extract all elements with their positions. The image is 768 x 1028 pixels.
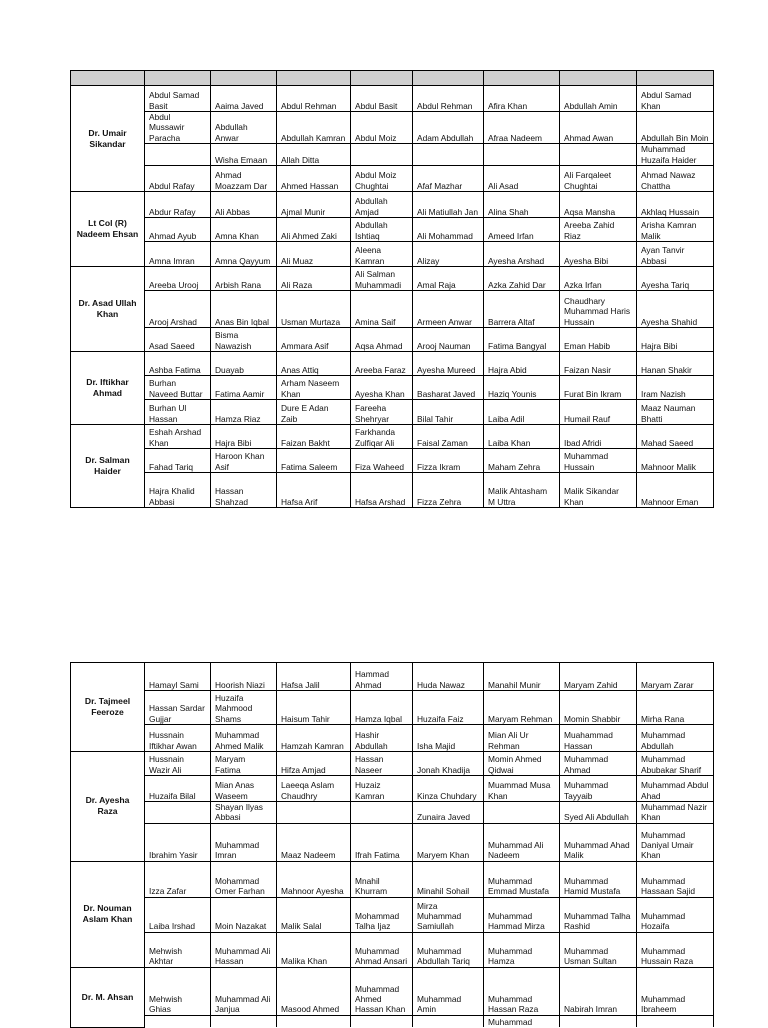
student-name-cell: Basharat Javed <box>413 376 484 400</box>
table-row <box>71 449 714 473</box>
student-name-cell: Ayesha Bibi <box>560 242 637 267</box>
student-name-cell: Ajmal Munir <box>277 192 351 218</box>
student-name-cell: Muhammad Hamza <box>484 932 560 967</box>
student-name-cell: Syed Ali Abdullah <box>560 802 637 824</box>
supervisor-cell: Dr. Asad Ullah Khan <box>71 267 145 352</box>
student-name-cell: Laiba Irshad <box>145 897 211 932</box>
supervisor-table-1 <box>70 70 714 508</box>
student-name-cell: Aqsa Mansha <box>560 192 637 218</box>
student-name-cell: Ali Raza <box>277 267 351 291</box>
student-name-cell: Hafsa Jalil <box>277 663 351 691</box>
student-name-cell: Abdul Moiz Chughtai <box>351 166 413 192</box>
student-name-cell: Ahmad Nawaz Chattha <box>637 166 714 192</box>
table-row <box>71 86 714 112</box>
student-name-cell: Hamza Riaz <box>211 400 277 425</box>
student-name-cell <box>145 802 211 824</box>
header-cell <box>211 71 277 86</box>
student-name-cell: Muhammad Hozaifa <box>637 897 714 932</box>
student-name-cell: Kinza Chuhdary <box>413 776 484 802</box>
student-name-cell: Ayesha Khan <box>351 376 413 400</box>
student-name-cell: Ali Abbas <box>211 192 277 218</box>
supervisor-cell: Dr. M. Ahsan <box>71 967 145 1027</box>
student-name-cell: Abdullah Amjad <box>351 192 413 218</box>
table-row <box>71 725 714 752</box>
student-name-cell: Huzaifa Bilal <box>145 776 211 802</box>
student-name-cell: Arooj Nauman <box>413 328 484 352</box>
student-name-cell: Muhammad <box>484 1015 560 1027</box>
student-name-cell: Haisum Tahir <box>277 691 351 725</box>
student-name-cell: Muhammad Hammad Mirza <box>484 897 560 932</box>
student-name-cell: Abdur Rafay <box>145 192 211 218</box>
student-name-cell: Ali Matiullah Jan <box>413 192 484 218</box>
student-name-cell: Ali Ahmed Zaki <box>277 218 351 242</box>
student-name-cell: Muhammad Ahad Malik <box>560 823 637 861</box>
student-name-cell: Hassan Sardar Gujjar <box>145 691 211 725</box>
table-row <box>71 932 714 967</box>
table-row <box>71 242 714 267</box>
student-name-cell: Muhammad Abdullah <box>637 725 714 752</box>
student-name-cell: Muhammad Daniyal Umair Khan <box>637 823 714 861</box>
student-name-cell: Ayan Tanvir Abbasi <box>637 242 714 267</box>
student-name-cell: Eshah Arshad Khan <box>145 425 211 449</box>
student-name-cell: Maryam Zarar <box>637 663 714 691</box>
student-name-cell: Amna Qayyum <box>211 242 277 267</box>
student-name-cell: Muhammad Amin <box>413 967 484 1015</box>
student-name-cell: Chaudhary Muhammad Haris Hussain <box>560 291 637 328</box>
student-name-cell: Areeba Zahid Riaz <box>560 218 637 242</box>
student-name-cell: Aqsa Ahmad <box>351 328 413 352</box>
student-name-cell: Muhammad Ahmad <box>560 752 637 776</box>
student-name-cell: Hussnain Iftikhar Awan <box>145 725 211 752</box>
student-name-cell <box>145 144 211 166</box>
student-name-cell: Mirha Rana <box>637 691 714 725</box>
student-name-cell: Adam Abdullah <box>413 112 484 144</box>
student-name-cell: Ahmad Awan <box>560 112 637 144</box>
student-name-cell: Fiza Waheed <box>351 449 413 473</box>
table-row <box>71 291 714 328</box>
student-name-cell: Hashir Abdullah <box>351 725 413 752</box>
student-name-cell: Burhan Naveed Buttar <box>145 376 211 400</box>
student-name-cell: Huda Nawaz <box>413 663 484 691</box>
student-name-cell: Maryem Khan <box>413 823 484 861</box>
student-name-cell: Mahnoor Ayesha <box>277 861 351 897</box>
student-name-cell: Maryam Zahid <box>560 663 637 691</box>
student-name-cell: Muhammad Ahmed Hassan Khan <box>351 967 413 1015</box>
student-name-cell: Anas Bin Iqbal <box>211 291 277 328</box>
student-name-cell: Wisha Emaan <box>211 144 277 166</box>
student-name-cell: Mnahil Khurram <box>351 861 413 897</box>
table-row <box>71 352 714 376</box>
student-name-cell: Minahil Sohail <box>413 861 484 897</box>
student-name-cell: Muhammad Abubakar Sharif <box>637 752 714 776</box>
student-name-cell: Ali Asad <box>484 166 560 192</box>
student-name-cell: Muhammad Hussain Raza <box>637 932 714 967</box>
header-cell <box>71 71 145 86</box>
student-name-cell: Akhlaq Hussain <box>637 192 714 218</box>
student-name-cell: Malik Sikandar Khan <box>560 473 637 508</box>
student-name-cell: Abdul Basit <box>351 86 413 112</box>
header-cell <box>637 71 714 86</box>
student-name-cell: Muhammad Emmad Mustafa <box>484 861 560 897</box>
student-name-cell: Muhammad Hamid Mustafa <box>560 861 637 897</box>
student-name-cell: Malik Ahtasham M Uttra <box>484 473 560 508</box>
student-name-cell: Muhammad Usman Sultan <box>560 932 637 967</box>
student-name-cell: Ifrah Fatima <box>351 823 413 861</box>
student-name-cell: Hamayl Sami <box>145 663 211 691</box>
header-cell <box>277 71 351 86</box>
student-name-cell: Amna Khan <box>211 218 277 242</box>
student-name-cell: Abdullah Bin Moin <box>637 112 714 144</box>
student-name-cell: Huzaifa Mahmood Shams <box>211 691 277 725</box>
student-name-cell: Barrera Altaf <box>484 291 560 328</box>
student-name-cell: Fizza Ikram <box>413 449 484 473</box>
table-row <box>71 861 714 897</box>
table-row <box>71 192 714 218</box>
student-name-cell: Muhammad Nazir Khan <box>637 802 714 824</box>
student-name-cell: Abdul Samad Basit <box>145 86 211 112</box>
table-row <box>71 1015 714 1027</box>
student-name-cell: Hussnain Wazir Ali <box>145 752 211 776</box>
student-name-cell: Izza Zafar <box>145 861 211 897</box>
student-name-cell: Faisal Zaman <box>413 425 484 449</box>
student-name-cell: Manahil Munir <box>484 663 560 691</box>
student-name-cell: Muhammad Ibraheem <box>637 967 714 1015</box>
table-body <box>71 663 714 1028</box>
table-row <box>71 144 714 166</box>
student-name-cell: Laiba Khan <box>484 425 560 449</box>
supervisor-cell: Dr. Tajmeel Feeroze <box>71 663 145 752</box>
student-name-cell <box>277 802 351 824</box>
supervisor-cell: Dr. Salman Haider <box>71 425 145 508</box>
student-name-cell: Hamza Iqbal <box>351 691 413 725</box>
student-name-cell <box>637 1015 714 1027</box>
student-name-cell: Muhammad Ahmad Ansari <box>351 932 413 967</box>
student-name-cell: Hanan Shakir <box>637 352 714 376</box>
student-name-cell: Arooj Arshad <box>145 291 211 328</box>
student-name-cell <box>211 1015 277 1027</box>
table-row <box>71 663 714 691</box>
header-cell <box>351 71 413 86</box>
student-name-cell: Allah Ditta <box>277 144 351 166</box>
student-name-cell: Amal Raja <box>413 267 484 291</box>
student-name-cell: Farkhanda Zulfiqar Ali <box>351 425 413 449</box>
student-name-cell <box>484 802 560 824</box>
student-name-cell: Ahmad Moazzam Dar <box>211 166 277 192</box>
student-name-cell <box>413 1015 484 1027</box>
student-name-cell <box>484 144 560 166</box>
student-name-cell: Ali Salman Muhammadi <box>351 267 413 291</box>
student-name-cell: Abdul Rehman <box>277 86 351 112</box>
student-name-cell: Hammad Ahmad <box>351 663 413 691</box>
student-name-cell: Muammad Musa Khan <box>484 776 560 802</box>
student-name-cell: Ayesha Mureed <box>413 352 484 376</box>
table-row <box>71 218 714 242</box>
student-name-cell: Laiba Adil <box>484 400 560 425</box>
student-name-cell: Mirza Muhammad Samiullah <box>413 897 484 932</box>
student-name-cell: Ali Muaz <box>277 242 351 267</box>
student-name-cell: Haziq Younis <box>484 376 560 400</box>
table-row <box>71 112 714 144</box>
student-name-cell: Muhammad Talha Rashid <box>560 897 637 932</box>
student-name-cell: Hifza Amjad <box>277 752 351 776</box>
student-name-cell: Anas Attiq <box>277 352 351 376</box>
student-name-cell: Malik Salal <box>277 897 351 932</box>
student-name-cell: Muhammad Imran <box>211 823 277 861</box>
student-name-cell: Ayesha Tariq <box>637 267 714 291</box>
table-row <box>71 473 714 508</box>
student-name-cell: Abdullah Ishtiaq <box>351 218 413 242</box>
table-row <box>71 425 714 449</box>
student-name-cell: Ayesha Arshad <box>484 242 560 267</box>
student-name-cell: Ameed Irfan <box>484 218 560 242</box>
student-name-cell: Maryam Fatima <box>211 752 277 776</box>
header-cell <box>145 71 211 86</box>
student-name-cell: Furat Bin Ikram <box>560 376 637 400</box>
student-name-cell: Amna Imran <box>145 242 211 267</box>
student-name-cell: Muhammad Hassan Raza <box>484 967 560 1015</box>
student-name-cell: Ahmad Ayub <box>145 218 211 242</box>
student-name-cell: Abdullah Amin <box>560 86 637 112</box>
student-name-cell: Ibrahim Yasir <box>145 823 211 861</box>
student-name-cell: Asad Saeed <box>145 328 211 352</box>
header-row <box>71 71 714 86</box>
student-name-cell: Muhammad Hussain <box>560 449 637 473</box>
student-name-cell: Moin Nazakat <box>211 897 277 932</box>
student-name-cell: Mian Ali Ur Rehman <box>484 725 560 752</box>
student-name-cell: Maaz Nadeem <box>277 823 351 861</box>
table-body <box>71 71 714 508</box>
student-name-cell: Hoorish Niazi <box>211 663 277 691</box>
student-name-cell: Dure E Adan Zaib <box>277 400 351 425</box>
student-name-cell: Mian Anas Waseem <box>211 776 277 802</box>
student-name-cell: Ali Mohammad <box>413 218 484 242</box>
student-name-cell: Bisma Nawazish <box>211 328 277 352</box>
student-name-cell: Muhammad Huzaifa Haider <box>637 144 714 166</box>
student-name-cell: Faizan Bakht <box>277 425 351 449</box>
table-row <box>71 897 714 932</box>
student-name-cell: Laeeqa Aslam Chaudhry <box>277 776 351 802</box>
table-row <box>71 376 714 400</box>
student-name-cell: Hajra Abid <box>484 352 560 376</box>
student-name-cell: Shayan Ilyas Abbasi <box>211 802 277 824</box>
student-name-cell: Haroon Khan Asif <box>211 449 277 473</box>
table-row <box>71 823 714 861</box>
table-row <box>71 776 714 802</box>
student-name-cell: Muhammad Abdullah Tariq <box>413 932 484 967</box>
student-name-cell: Azka Zahid Dar <box>484 267 560 291</box>
student-name-cell: Fareeha Shehryar <box>351 400 413 425</box>
student-name-cell: Zunaira Javed <box>413 802 484 824</box>
student-name-cell: Muhammad Tayyaib <box>560 776 637 802</box>
student-name-cell: Aleena Kamran <box>351 242 413 267</box>
student-name-cell: Muhammad Ali Janjua <box>211 967 277 1015</box>
student-name-cell: Abdul Rehman <box>413 86 484 112</box>
student-name-cell: Hafsa Arshad <box>351 473 413 508</box>
student-name-cell: Muahammad Hassan <box>560 725 637 752</box>
student-name-cell: Ahmed Hassan <box>277 166 351 192</box>
table-row <box>71 752 714 776</box>
student-name-cell: Abdul Rafay <box>145 166 211 192</box>
student-name-cell: Maaz Nauman Bhatti <box>637 400 714 425</box>
student-name-cell: Duayab <box>211 352 277 376</box>
student-name-cell: Muhammad Ali Hassan <box>211 932 277 967</box>
student-name-cell: Ali Farqaleet Chughtai <box>560 166 637 192</box>
student-name-cell: Iram Nazish <box>637 376 714 400</box>
supervisor-cell: Dr. Umair Sikandar <box>71 86 145 192</box>
supervisor-table-2 <box>70 662 714 1028</box>
student-name-cell: Isha Majid <box>413 725 484 752</box>
student-name-cell: Abdullah Anwar <box>211 112 277 144</box>
student-name-cell: Abdul Moiz <box>351 112 413 144</box>
student-name-cell <box>413 144 484 166</box>
header-cell <box>560 71 637 86</box>
student-name-cell: Hajra Bibi <box>637 328 714 352</box>
student-name-cell: Mahad Saeed <box>637 425 714 449</box>
student-name-cell: Jonah Khadija <box>413 752 484 776</box>
table-row <box>71 691 714 725</box>
student-name-cell: Mohammad Talha Ijaz <box>351 897 413 932</box>
student-name-cell: Hajra Khalid Abbasi <box>145 473 211 508</box>
header-cell <box>413 71 484 86</box>
student-name-cell: Hamzah Kamran <box>277 725 351 752</box>
student-name-cell: Arham Naseem Khan <box>277 376 351 400</box>
table-row <box>71 166 714 192</box>
student-name-cell: Humail Rauf <box>560 400 637 425</box>
student-name-cell: Areeba Urooj <box>145 267 211 291</box>
supervisor-cell: Dr. Ayesha Raza <box>71 752 145 862</box>
student-name-cell: Afaf Mazhar <box>413 166 484 192</box>
supervisor-cell: Lt Col (R) Nadeem Ehsan <box>71 192 145 267</box>
student-name-cell: Muhammad Abdul Ahad <box>637 776 714 802</box>
table-row <box>71 967 714 1015</box>
student-name-cell: Azka Irfan <box>560 267 637 291</box>
student-name-cell <box>277 1015 351 1027</box>
student-name-cell: Mehwish Akhtar <box>145 932 211 967</box>
student-name-cell: Armeen Anwar <box>413 291 484 328</box>
student-name-cell: Ayesha Shahid <box>637 291 714 328</box>
student-name-cell: Fatima Bangyal <box>484 328 560 352</box>
student-name-cell: Ibad Afridi <box>560 425 637 449</box>
student-name-cell: Burhan Ul Hassan <box>145 400 211 425</box>
student-name-cell: Hafsa Arif <box>277 473 351 508</box>
student-name-cell: Usman Murtaza <box>277 291 351 328</box>
student-name-cell: Aaima Javed <box>211 86 277 112</box>
student-name-cell: Hassan Naseer <box>351 752 413 776</box>
student-name-cell: Amina Saif <box>351 291 413 328</box>
student-name-cell: Fizza Zehra <box>413 473 484 508</box>
student-name-cell: Malika Khan <box>277 932 351 967</box>
student-name-cell: Mohammad Omer Farhan <box>211 861 277 897</box>
student-name-cell <box>560 1015 637 1027</box>
student-name-cell: Ammara Asif <box>277 328 351 352</box>
student-name-cell: Abdullah Kamran <box>277 112 351 144</box>
student-name-cell: Arbish Rana <box>211 267 277 291</box>
student-name-cell: Ashba Fatima <box>145 352 211 376</box>
student-name-cell: Afraa Nadeem <box>484 112 560 144</box>
student-name-cell: Abdul Mussawir Paracha <box>145 112 211 144</box>
student-name-cell: Fatima Aamir <box>211 376 277 400</box>
student-name-cell: Fahad Tariq <box>145 449 211 473</box>
student-name-cell: Nabirah Imran <box>560 967 637 1015</box>
student-name-cell: Mahnoor Eman <box>637 473 714 508</box>
student-name-cell: Muhammad Hassaan Sajid <box>637 861 714 897</box>
student-name-cell: Momin Shabbir <box>560 691 637 725</box>
student-name-cell <box>351 1015 413 1027</box>
student-name-cell: Areeba Faraz <box>351 352 413 376</box>
student-name-cell <box>560 144 637 166</box>
header-cell <box>484 71 560 86</box>
student-name-cell: Bilal Tahir <box>413 400 484 425</box>
student-name-cell: Maham Zehra <box>484 449 560 473</box>
student-name-cell: Huzaifa Faiz <box>413 691 484 725</box>
table-row <box>71 328 714 352</box>
student-name-cell <box>351 144 413 166</box>
student-name-cell: Alina Shah <box>484 192 560 218</box>
student-name-cell: Afira Khan <box>484 86 560 112</box>
table-row <box>71 802 714 824</box>
student-name-cell: Huzaiz Kamran <box>351 776 413 802</box>
table-row <box>71 267 714 291</box>
student-name-cell: Mahnoor Malik <box>637 449 714 473</box>
student-name-cell: Eman Habib <box>560 328 637 352</box>
student-name-cell: Fatima Saleem <box>277 449 351 473</box>
supervisor-cell: Dr. Nouman Aslam Khan <box>71 861 145 967</box>
table-row <box>71 400 714 425</box>
student-name-cell: Arisha Kamran Malik <box>637 218 714 242</box>
student-name-cell: Mehwish Ghias <box>145 967 211 1015</box>
student-name-cell: Masood Ahmed <box>277 967 351 1015</box>
student-name-cell: Alizay <box>413 242 484 267</box>
student-name-cell: Faizan Nasir <box>560 352 637 376</box>
student-name-cell: Abdul Samad Khan <box>637 86 714 112</box>
student-name-cell: Maryam Rehman <box>484 691 560 725</box>
student-name-cell: Muhammad Ahmed Malik <box>211 725 277 752</box>
student-name-cell: Hassan Shahzad <box>211 473 277 508</box>
student-name-cell: Momin Ahmed Qidwai <box>484 752 560 776</box>
student-name-cell: Muhammad Ali Nadeem <box>484 823 560 861</box>
student-name-cell <box>351 802 413 824</box>
student-name-cell: Hajra Bibi <box>211 425 277 449</box>
student-name-cell <box>145 1015 211 1027</box>
supervisor-cell: Dr. Iftikhar Ahmad <box>71 352 145 425</box>
